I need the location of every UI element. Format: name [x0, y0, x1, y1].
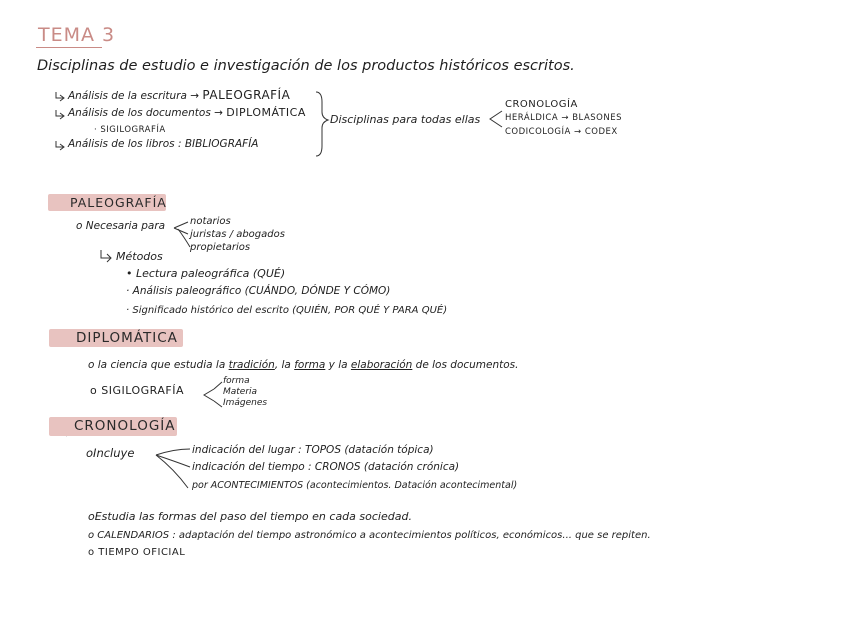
metodos-label: Métodos: [116, 250, 163, 263]
intro-target: PALEOGRAFÍA: [202, 88, 291, 102]
definition-text: la ciencia que estudia la: [97, 359, 226, 371]
note-text: CALENDARIOS : adaptación del tiempo astronómico a acontecimientos políticos, económicos... que se repiten.: [97, 530, 651, 541]
keyword-forma: forma: [294, 359, 326, 371]
necesaria-text: Necesaria para: [85, 220, 166, 232]
intro-item-documentos: [68, 106, 306, 119]
incluye-text: Incluye: [93, 446, 135, 460]
keyword-elaboracion: elaboración: [350, 359, 413, 371]
metodo-item: · Significado histórico del escrito (QUIÉN, POR QUÉ Y PARA QUÉ): [126, 305, 448, 316]
cronologia-note: o CALENDARIOS : adaptación del tiempo astronómico a acontecimientos políticos, económicos... que se repiten.: [88, 530, 651, 541]
sigilografia-text: SIGILOGRAFÍA: [101, 384, 184, 397]
incluye-item: indicación del tiempo : CRONOS (datación crónica): [192, 461, 460, 473]
necesaria-item: juristas / abogados: [190, 229, 285, 240]
incluye-item: por ACONTECIMIENTOS (acontecimientos. Datación acontecimental): [192, 480, 518, 491]
section-heading-diplomatica: DIPLOMÁTICA: [76, 330, 178, 346]
necesaria-item: propietarios: [190, 242, 251, 253]
arrow-icon: →: [190, 90, 203, 102]
arrow-icon: →: [214, 107, 227, 119]
section-heading-cronologia: CRONOLOGÍA: [74, 418, 176, 434]
section-heading-paleografia: PALEOGRAFÍA: [70, 195, 167, 210]
intro-lead: Análisis de la escritura: [68, 90, 187, 102]
metodo-item: • Lectura paleográfica (QUÉ): [126, 267, 286, 280]
necesaria-item: notarios: [190, 216, 231, 227]
sigil-item: Imágenes: [223, 398, 268, 408]
sigil-item: forma: [223, 376, 250, 386]
diplomatica-definition: o la ciencia que estudia la tradición, la forma y la elaboración de los documentos.: [88, 359, 519, 371]
page-subtitle: Disciplinas de estudio e investigación de los productos históricos escritos.: [37, 58, 575, 74]
cronologia-note: o TIEMPO OFICIAL: [88, 547, 186, 558]
sigilografia-label: o SIGILOGRAFÍA: [90, 384, 184, 397]
intro-target: DIPLOMÁTICA: [226, 106, 306, 119]
incluye-label: oIncluye: [86, 446, 135, 460]
incluye-item: indicación del lugar : TOPOS (datación tópica): [192, 444, 434, 456]
intro-item-escritura: [68, 88, 290, 102]
intro-item-sigilografia: · SIGILOGRAFÍA: [94, 125, 166, 135]
group-item-codicologia: CODICOLOGÍA → CODEX: [505, 127, 618, 137]
page-title: TEMA 3: [38, 24, 116, 46]
group-item-heraldica: HERÁLDICA → BLASONES: [505, 113, 622, 123]
group-label: Disciplinas para todas ellas: [330, 113, 481, 126]
intro-lead: Análisis de los documentos: [68, 107, 211, 119]
group-item-cronologia: CRONOLOGÍA: [505, 99, 578, 110]
note-text: TIEMPO OFICIAL: [98, 547, 186, 558]
necesaria-label: o Necesaria para: [76, 220, 166, 232]
keyword-tradicion: tradición: [228, 359, 275, 371]
cronologia-note: oEstudia las formas del paso del tiempo en cada sociedad.: [88, 510, 412, 523]
sigil-item: Materia: [223, 387, 258, 397]
definition-text: y la: [328, 359, 348, 371]
note-text: Estudia las formas del paso del tiempo en cada sociedad.: [94, 510, 412, 523]
definition-text: de los documentos.: [415, 359, 519, 371]
metodo-item: · Análisis paleográfico (CUÁNDO, DÓNDE Y CÓMO): [126, 285, 391, 297]
definition-text: , la: [274, 359, 291, 371]
intro-item-libros: Análisis de los libros : BIBLIOGRAFÍA: [68, 138, 259, 150]
